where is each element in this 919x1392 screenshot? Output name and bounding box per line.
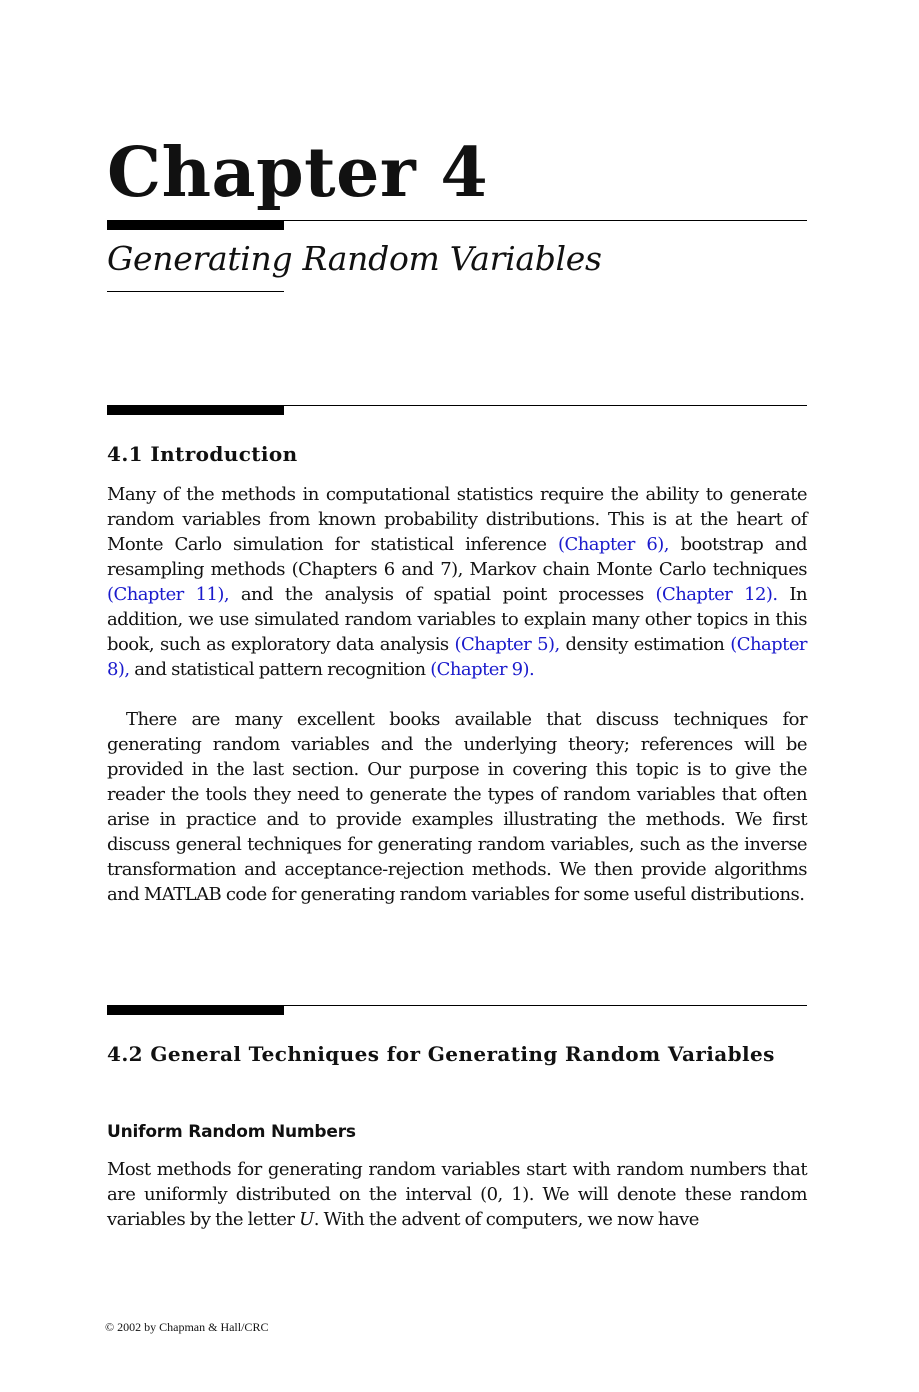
text-run: and statistical pattern recognition xyxy=(129,659,431,680)
link-chapter-5[interactable]: (Chapter 5), xyxy=(454,634,560,655)
chapter-title: Chapter 4 xyxy=(107,133,489,213)
math-interval: (0, 1) xyxy=(480,1184,529,1205)
chapter-title-rule-thick xyxy=(107,220,284,230)
section-2-rule-thin xyxy=(284,1005,807,1006)
link-chapter-6[interactable]: (Chapter 6), xyxy=(558,534,669,555)
section-1-rule-thick xyxy=(107,405,284,415)
subtitle-underline xyxy=(107,291,284,292)
link-chapter-9[interactable]: (Chapter 9). xyxy=(430,659,535,680)
link-chapter-8[interactable]: (Chapter 8), xyxy=(107,634,807,680)
text-run: . With the advent of computers, we now have xyxy=(313,1209,699,1230)
text-run: Most methods for generating random variables start with random numbers that are uniformly distributed on the interval xyxy=(107,1159,807,1205)
intro-paragraph-1 xyxy=(107,482,807,682)
copyright-footer: © 2002 by Chapman & Hall/CRC xyxy=(105,1320,269,1334)
uniform-paragraph-1 xyxy=(107,1157,807,1232)
section-2-rule-thick xyxy=(107,1005,284,1015)
text-run: Many of the methods in computational statistics require the ability to generate random variables from known probability distributions. This is at the heart of Monte Carlo simulation for statistical inference xyxy=(107,484,807,555)
math-variable-u: U xyxy=(299,1209,314,1230)
link-chapter-12[interactable]: (Chapter 12). xyxy=(655,584,778,605)
section-heading-general-techniques: 4.2 General Techniques for Generating Random Variables xyxy=(107,1042,775,1066)
intro-paragraph-2: There are many excellent books available that discuss techniques for generating random variables and the underlying theory; references will be provided in the last section. Our purpose in covering this topic is to give the reader the tools they need to generate the types of random variables that often arise in practice and to provide examples illustrating the methods. We first discuss general techniques for generating random variables, such as the inverse transformation and acceptance-rejection methods. We then provide algorithms and MATLAB code for generating random variables for some useful distributions. xyxy=(107,709,807,905)
chapter-title-rule-thin xyxy=(284,220,807,221)
text-run: . We will denote these random variables by the letter xyxy=(107,1184,807,1230)
link-chapter-11[interactable]: (Chapter 11), xyxy=(107,584,230,605)
text-run: In addition, we use simulated random variables to explain many other topics in this book, such as exploratory data analysis xyxy=(107,584,807,655)
section-1-rule-thin xyxy=(284,405,807,406)
subheading-uniform-random-numbers: Uniform Random Numbers xyxy=(107,1122,356,1142)
text-run: bootstrap and resampling methods (Chapters 6 and 7), Markov chain Monte Carlo techniques xyxy=(107,534,808,580)
text-run: density estimation xyxy=(559,634,731,655)
section-heading-introduction: 4.1 Introduction xyxy=(107,442,298,466)
text-run: and the analysis of spatial point processes xyxy=(229,584,656,605)
chapter-subtitle: Generating Random Variables xyxy=(107,239,602,278)
